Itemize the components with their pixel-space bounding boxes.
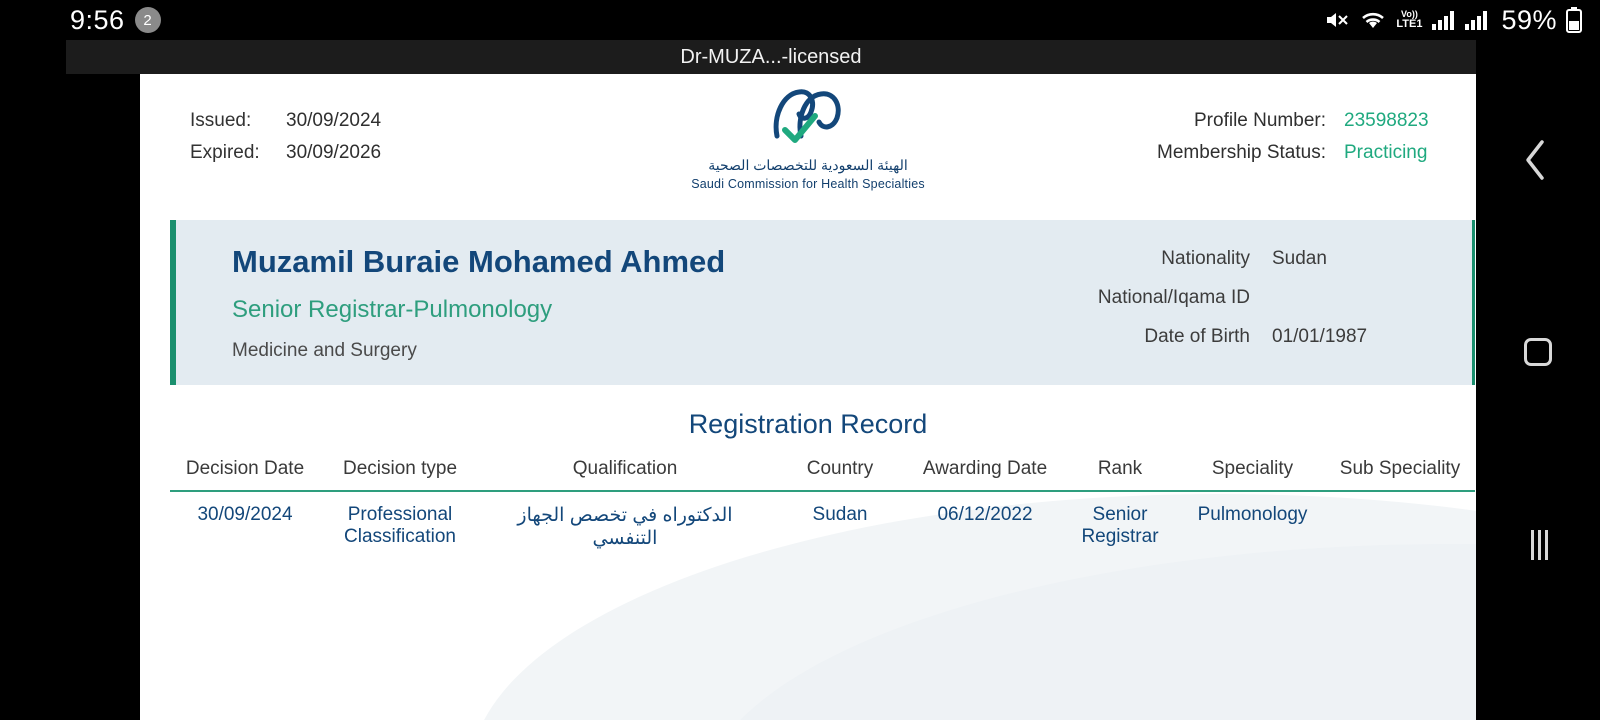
- expired-value: 30/09/2026: [286, 142, 382, 163]
- wifi-icon: [1359, 9, 1387, 31]
- issued-label: Issued:: [190, 110, 252, 131]
- mute-icon: [1324, 8, 1350, 32]
- cell-awarding-date: 06/12/2022: [937, 504, 1033, 525]
- nationality-row: [1042, 248, 1422, 270]
- cell-country: Sudan: [812, 504, 868, 525]
- nationality-label: Nationality: [1161, 248, 1250, 269]
- cell-sub-speciality: [1325, 491, 1475, 562]
- profile-title: Senior Registrar-Pulmonology: [232, 296, 553, 323]
- cell-decision-type: Professional Classification: [344, 504, 456, 547]
- column-qualification: Qualification: [480, 454, 770, 491]
- nationality-value: Sudan: [1272, 248, 1327, 269]
- document-header: [140, 74, 1476, 194]
- profile-number-label: Profile Number:: [1194, 110, 1326, 131]
- cell-qualification: الدكتوراه في تخصص الجهاز التنفسي: [517, 505, 733, 549]
- profile-banner: [170, 220, 1475, 385]
- national-id-label: National/Iqama ID: [1097, 287, 1250, 308]
- home-button[interactable]: [1524, 338, 1552, 366]
- profile-field: Medicine and Surgery: [232, 340, 417, 361]
- profile-summary: [1157, 110, 1454, 174]
- scfhs-logo-mark: [767, 86, 849, 153]
- cell-rank: Senior Registrar: [1081, 504, 1159, 547]
- app-title-bar: [66, 40, 1476, 74]
- profile-name: Muzamil Buraie Mohamed Ahmed: [232, 244, 726, 279]
- membership-status-row: [1157, 142, 1454, 164]
- volte-icon-top: Vo)): [1401, 9, 1418, 19]
- back-button[interactable]: [1522, 138, 1548, 187]
- recents-button[interactable]: [1531, 530, 1548, 560]
- logo-arabic-text: الهيئة السعودية للتخصصات الصحية: [708, 157, 908, 173]
- column-rank: Rank: [1060, 454, 1180, 491]
- battery-percent-label: 59%: [1501, 4, 1557, 35]
- signal-icon: [1431, 9, 1455, 31]
- dob-row: [1042, 326, 1422, 348]
- status-icons: [1324, 5, 1582, 36]
- profile-number-row: [1157, 110, 1454, 132]
- table-row: [170, 491, 1475, 562]
- column-country: Country: [770, 454, 910, 491]
- expired-label: Expired:: [190, 142, 260, 163]
- table-header-row: [170, 454, 1475, 491]
- issued-value: 30/09/2024: [286, 110, 382, 131]
- cell-decision-date: 30/09/2024: [197, 504, 293, 525]
- volte-icon-bottom: LTE1: [1396, 18, 1423, 30]
- column-speciality: Speciality: [1180, 454, 1325, 491]
- column-awarding-date: Awarding Date: [910, 454, 1060, 491]
- dob-label: Date of Birth: [1144, 326, 1250, 347]
- document-page[interactable]: [140, 74, 1476, 720]
- logo-english-text: Saudi Commission for Health Specialties: [691, 177, 925, 191]
- column-decision-date: Decision Date: [170, 454, 320, 491]
- membership-status-value: Practicing: [1344, 142, 1428, 163]
- profile-number-value: 23598823: [1344, 110, 1429, 131]
- membership-status-label: Membership Status:: [1157, 142, 1326, 163]
- registration-record-table: [170, 454, 1475, 562]
- android-status-bar: [0, 0, 1600, 40]
- column-sub-speciality: Sub Speciality: [1325, 454, 1475, 491]
- column-decision-type: Decision type: [320, 454, 480, 491]
- status-clock: 9:56: [70, 4, 125, 35]
- signal-icon: [1464, 9, 1488, 31]
- home-icon: [1524, 338, 1552, 366]
- profile-banner-left: [176, 220, 1042, 385]
- cell-speciality: Pulmonology: [1197, 504, 1308, 525]
- registration-record-title: Registration Record: [688, 409, 928, 439]
- battery-icon: [1566, 7, 1582, 33]
- profile-banner-right: [1042, 220, 1472, 385]
- volte-icon: [1396, 10, 1422, 30]
- notification-count-badge: 2: [135, 7, 161, 33]
- document-title: Dr-MUZA...-licensed: [680, 45, 862, 68]
- dob-value: 01/01/1987: [1272, 326, 1368, 347]
- document-content: [140, 74, 1476, 562]
- recents-icon: [1531, 530, 1548, 560]
- national-id-row: [1042, 287, 1422, 309]
